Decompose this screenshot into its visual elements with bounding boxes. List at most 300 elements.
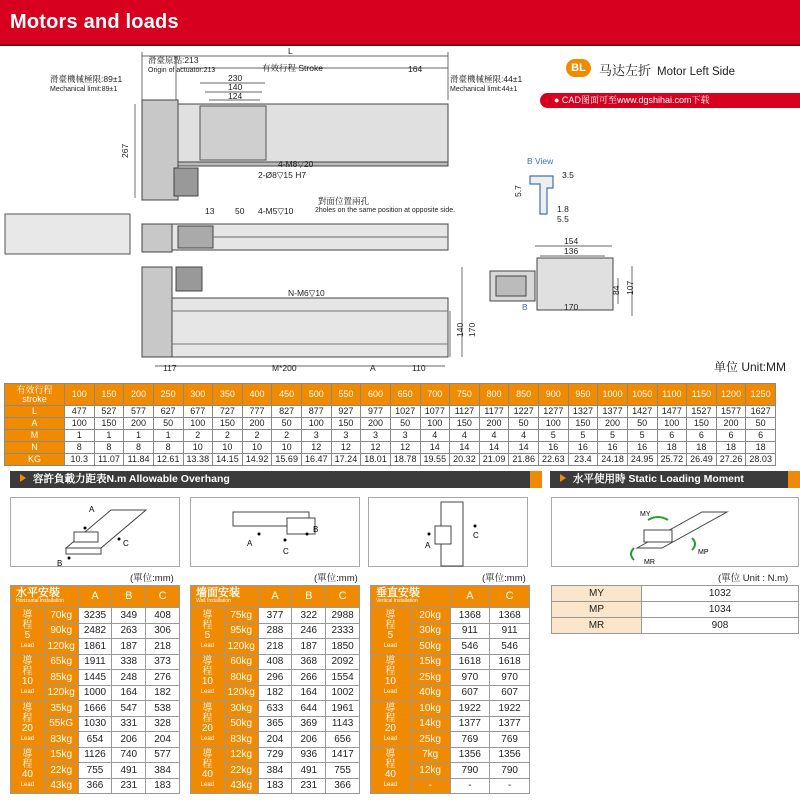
stroke-header: 800	[479, 384, 509, 406]
spec-cell: 200	[361, 418, 391, 430]
spec-cell: 1577	[716, 406, 746, 418]
spec-cell: 13.38	[183, 454, 213, 466]
load-value: 276	[146, 670, 180, 686]
triangle-icon	[560, 474, 566, 482]
stroke-header: 500	[302, 384, 332, 406]
lead-cell	[11, 747, 45, 794]
spec-cell: 50	[627, 418, 657, 430]
load-value: 491	[292, 763, 326, 779]
fig-label-c: C	[473, 531, 479, 540]
lead-cn-2: 程	[22, 759, 33, 771]
load-value: 577	[146, 747, 180, 763]
stroke-header: 700	[420, 384, 450, 406]
fig-label-b: B	[313, 525, 319, 534]
load-col-header: C	[490, 586, 530, 608]
load-value: 183	[146, 778, 180, 794]
load-value: 911	[490, 623, 530, 639]
load-weight: 80kg	[224, 670, 258, 686]
stroke-header: 1000	[598, 384, 628, 406]
load-value: 3235	[78, 608, 112, 624]
spec-cell: 11.84	[124, 454, 154, 466]
load-row	[371, 701, 530, 717]
spec-cell: 25.72	[657, 454, 687, 466]
stroke-header: 1050	[627, 384, 657, 406]
load-value: 296	[258, 670, 292, 686]
spec-cell: 150	[94, 418, 124, 430]
load-value: 656	[326, 732, 360, 748]
lead-cell	[371, 701, 411, 748]
load-title	[371, 586, 451, 608]
dim-154: 154	[564, 236, 579, 246]
load-weight: 35kg	[44, 701, 78, 717]
load-value: 1126	[78, 747, 112, 763]
load-value: 936	[292, 747, 326, 763]
lead-en: Lead	[20, 735, 35, 742]
load-value: -	[450, 778, 490, 794]
dim-3-5: 3.5	[562, 170, 574, 180]
b-view-label: B View	[527, 156, 554, 166]
cad-download-note: ● CAD图面可至www.dgshihai.com下载	[540, 93, 800, 108]
spec-cell: 16	[568, 442, 598, 454]
spec-cell: 24.95	[627, 454, 657, 466]
spec-cell: 18.01	[361, 454, 391, 466]
spec-header-row	[5, 384, 776, 406]
motor-side-title	[599, 60, 735, 79]
load-col-header: A	[258, 586, 292, 608]
spec-row	[5, 442, 776, 454]
spec-cell: 477	[65, 406, 95, 418]
load-row	[191, 701, 360, 717]
load-value: 1356	[450, 747, 490, 763]
lead-value: 5	[24, 629, 31, 641]
load-value: 369	[292, 716, 326, 732]
spec-cell: 14	[420, 442, 450, 454]
load-value: 1861	[78, 639, 112, 655]
dim-50: 50	[235, 206, 245, 216]
spec-row	[5, 406, 776, 418]
load-weight: 7kg	[410, 747, 450, 763]
load-value: 790	[450, 763, 490, 779]
spec-cell: 877	[302, 406, 332, 418]
spec-cell: 18	[746, 442, 776, 454]
load-value: 231	[112, 778, 146, 794]
dim-140: 140	[228, 82, 243, 92]
lead-cn-1: 導	[202, 702, 213, 714]
unit-label: 单位 Unit:MM	[713, 360, 786, 374]
lead-en: Lead	[200, 689, 215, 696]
spec-cell: 50	[390, 418, 420, 430]
bar-accent	[788, 471, 800, 488]
load-weight: 65kg	[44, 654, 78, 670]
horizontal-figure	[10, 497, 180, 567]
spec-cell: 1027	[390, 406, 420, 418]
spec-cell: 16.47	[302, 454, 332, 466]
spec-cell: 100	[420, 418, 450, 430]
spec-cell: 200	[242, 418, 272, 430]
spec-cell: 1	[153, 430, 183, 442]
spec-cell: 23.4	[568, 454, 598, 466]
dim-267: 267	[120, 143, 130, 158]
spec-cell: 100	[539, 418, 569, 430]
lead-cell	[371, 747, 411, 794]
fig-label-mr: MR	[644, 559, 655, 566]
load-header-row	[371, 586, 530, 608]
spec-row	[5, 454, 776, 466]
spec-cell: 1	[65, 430, 95, 442]
load-value: 331	[112, 716, 146, 732]
spec-cell: 50	[153, 418, 183, 430]
fig-label-b: B	[57, 559, 63, 568]
load-value: 204	[146, 732, 180, 748]
lead-cn-1: 導	[385, 749, 396, 761]
dim-140v: 140	[455, 322, 465, 337]
spec-cell: 200	[598, 418, 628, 430]
spec-cell: 4	[509, 430, 539, 442]
end-view	[490, 258, 613, 310]
moment-row	[552, 618, 799, 634]
load-value: 1666	[78, 701, 112, 717]
load-value: 607	[490, 685, 530, 701]
load-value: 365	[258, 716, 292, 732]
lead-en: Lead	[383, 642, 398, 649]
load-value: 769	[490, 732, 530, 748]
lead-cn-1: 導	[22, 702, 33, 714]
load-weight: 50kg	[410, 639, 450, 655]
spec-cell: 100	[657, 418, 687, 430]
load-row	[371, 654, 530, 670]
lead-en: Lead	[200, 782, 215, 789]
unit-mm-3: (單位:mm)	[482, 573, 526, 584]
side-view	[5, 214, 448, 254]
load-weight: 120kg	[44, 639, 78, 655]
lead-value: 40	[384, 769, 396, 781]
load-weight: 22kg	[224, 763, 258, 779]
load-weight: 40kg	[410, 685, 450, 701]
lead-cn-2: 程	[385, 619, 396, 631]
spec-cell: 18.78	[390, 454, 420, 466]
moment-figure	[551, 497, 799, 567]
load-value: 1445	[78, 670, 112, 686]
spec-row-key: N	[5, 442, 65, 454]
spec-cell: 20.32	[450, 454, 480, 466]
spec-cell: 27.26	[716, 454, 746, 466]
lead-cn-2: 程	[202, 619, 213, 631]
static-title: 水平使用時 Static Loading Moment	[573, 473, 744, 485]
spec-cell: 22.63	[539, 454, 569, 466]
lead-value: 5	[204, 629, 211, 641]
spec-cell: 100	[65, 418, 95, 430]
load-row	[371, 747, 530, 763]
stroke-header: 450	[272, 384, 302, 406]
spec-cell: 17.24	[331, 454, 361, 466]
load-weight: 120kg	[224, 685, 258, 701]
lead-value: 5	[387, 629, 394, 641]
load-value: 790	[490, 763, 530, 779]
load-value: 1554	[326, 670, 360, 686]
load-value: 187	[112, 639, 146, 655]
load-col-header: C	[326, 586, 360, 608]
lead-cn-1: 導	[202, 609, 213, 621]
spec-cell: 150	[687, 418, 717, 430]
load-value: 187	[292, 639, 326, 655]
spec-cell: 18	[657, 442, 687, 454]
load-title	[11, 586, 79, 608]
static-moment-table	[551, 585, 799, 634]
lead-cell	[191, 747, 225, 794]
spec-cell: 10	[183, 442, 213, 454]
b-marker: B	[522, 302, 528, 312]
dim-A: A	[370, 363, 376, 373]
spec-cell: 12	[302, 442, 332, 454]
spec-cell: 3	[390, 430, 420, 442]
spec-cell: 2	[183, 430, 213, 442]
fig-label-c: C	[283, 547, 289, 556]
load-weight: 14kg	[410, 716, 450, 732]
spec-cell: 6	[716, 430, 746, 442]
load-value: 1368	[490, 608, 530, 624]
spec-cell: 10.3	[65, 454, 95, 466]
spec-cell: 6	[657, 430, 687, 442]
stroke-label-cell	[5, 384, 65, 406]
spec-cell: 21.09	[479, 454, 509, 466]
page-header	[0, 0, 800, 44]
lead-en: Lead	[383, 782, 398, 789]
stroke-header: 200	[124, 384, 154, 406]
load-weight: 85kg	[44, 670, 78, 686]
hole-m5: 4-M5▽10	[258, 206, 294, 216]
stroke-header: 250	[153, 384, 183, 406]
spec-cell: 6	[746, 430, 776, 442]
lead-value: 20	[201, 722, 213, 734]
moment-key: MP	[552, 602, 642, 618]
vertical-load-table	[370, 585, 530, 794]
spec-row-key: KG	[5, 454, 65, 466]
lead-cn-1: 導	[202, 749, 213, 761]
title-cn: 马达左折	[599, 63, 652, 78]
mech-right-en: Mechanical limit:44±1	[450, 86, 518, 93]
dim-230: 230	[228, 73, 243, 83]
load-weight: 30kg	[410, 623, 450, 639]
load-value: 970	[450, 670, 490, 686]
load-value: 644	[292, 701, 326, 717]
load-row	[371, 608, 530, 624]
load-value: 546	[490, 639, 530, 655]
lead-cn-2: 程	[22, 666, 33, 678]
stroke-header: 150	[94, 384, 124, 406]
load-value: 338	[112, 654, 146, 670]
spec-cell: 14.92	[242, 454, 272, 466]
spec-cell: 50	[509, 418, 539, 430]
stroke-header: 400	[242, 384, 272, 406]
spec-cell: 1	[124, 430, 154, 442]
load-weight: -	[410, 778, 450, 794]
stroke-header: 100	[65, 384, 95, 406]
spec-cell: 527	[94, 406, 124, 418]
spec-cell: 777	[242, 406, 272, 418]
moment-row	[552, 586, 799, 602]
load-weight: 120kg	[224, 639, 258, 655]
load-col-header: A	[450, 586, 490, 608]
load-value: 373	[146, 654, 180, 670]
stroke-header: 300	[183, 384, 213, 406]
spec-cell: 18	[687, 442, 717, 454]
load-value: 182	[258, 685, 292, 701]
load-weight: 75kg	[224, 608, 258, 624]
bottom-view	[142, 267, 448, 357]
mech-left-cn: 滑臺機械極限:89±1	[50, 74, 123, 84]
spec-cell: 200	[124, 418, 154, 430]
spec-cell: 827	[272, 406, 302, 418]
spec-cell: 16	[539, 442, 569, 454]
spec-cell: 1	[94, 430, 124, 442]
load-value: 218	[146, 639, 180, 655]
stroke-label-en: stroke	[22, 393, 47, 404]
dim-110: 110	[412, 363, 426, 373]
spec-cell: 1527	[687, 406, 717, 418]
load-row	[191, 608, 360, 624]
spec-cell: 16	[598, 442, 628, 454]
load-value: 1922	[490, 701, 530, 717]
load-col-header: B	[112, 586, 146, 608]
lead-cn-1: 導	[385, 656, 396, 668]
load-value: 1417	[326, 747, 360, 763]
spec-cell: 977	[361, 406, 391, 418]
lead-cell	[371, 654, 411, 701]
spec-cell: 1627	[746, 406, 776, 418]
load-value: 377	[258, 608, 292, 624]
stroke-header: 650	[390, 384, 420, 406]
load-value: 2482	[78, 623, 112, 639]
load-value: 408	[146, 608, 180, 624]
lead-value: 20	[21, 722, 33, 734]
spec-cell: 12.61	[153, 454, 183, 466]
load-weight: 90kg	[44, 623, 78, 639]
load-weight: 120kg	[44, 685, 78, 701]
load-value: 1002	[326, 685, 360, 701]
load-value: 740	[112, 747, 146, 763]
vertical-figure	[368, 497, 528, 567]
title-en: Motor Left Side	[657, 66, 735, 78]
fig-label-a: A	[89, 505, 95, 514]
spec-cell: 10	[213, 442, 243, 454]
origin-en: Origin of actuator:213	[148, 67, 216, 74]
stroke-header: 1250	[746, 384, 776, 406]
load-value: 366	[326, 778, 360, 794]
spec-cell: 16	[627, 442, 657, 454]
load-value: 204	[258, 732, 292, 748]
lead-en: Lead	[20, 782, 35, 789]
spec-cell: 5	[568, 430, 598, 442]
lead-cell	[191, 608, 225, 655]
lead-cell	[191, 654, 225, 701]
mech-left-en: Mechanical limit:89±1	[50, 86, 118, 93]
spec-cell: 4	[450, 430, 480, 442]
spec-cell: 3	[361, 430, 391, 442]
load-weight: 43kg	[224, 778, 258, 794]
lead-cn-2: 程	[22, 619, 33, 631]
stroke-header: 950	[568, 384, 598, 406]
spec-cell: 1427	[627, 406, 657, 418]
overhang-title: 容許負載力距表N.m Allowable Overhang	[33, 473, 230, 485]
load-title-cn: 水平安裝	[16, 587, 60, 599]
load-title-en: Vertical Installation	[376, 598, 418, 604]
origin-cn: 滑臺原點:213	[148, 55, 199, 65]
load-value: 2092	[326, 654, 360, 670]
load-value: 306	[146, 623, 180, 639]
spec-cell: 12	[361, 442, 391, 454]
load-value: 288	[258, 623, 292, 639]
spec-cell: 14	[479, 442, 509, 454]
hole-d8: 2-Ø8▽15 H7	[258, 170, 307, 180]
lead-value: 20	[384, 722, 396, 734]
fig-label-mp: MP	[698, 549, 709, 556]
spec-cell: 11.07	[94, 454, 124, 466]
load-title	[191, 586, 259, 608]
spec-cell: 1327	[568, 406, 598, 418]
spec-row-key: M	[5, 430, 65, 442]
load-value: 1618	[450, 654, 490, 670]
spec-cell: 50	[272, 418, 302, 430]
load-value: 328	[146, 716, 180, 732]
load-value: 218	[258, 639, 292, 655]
spec-cell: 26.49	[687, 454, 717, 466]
stroke-header: 600	[361, 384, 391, 406]
lead-cn-2: 程	[22, 712, 33, 724]
spec-cell: 1077	[420, 406, 450, 418]
lead-cn-1: 導	[385, 702, 396, 714]
spec-cell: 5	[598, 430, 628, 442]
stroke-header: 350	[213, 384, 243, 406]
lead-cn-2: 程	[385, 666, 396, 678]
mech-right-cn: 滑臺機械極限:44±1	[450, 74, 523, 84]
static-section-bar	[550, 471, 788, 488]
load-value: 1377	[490, 716, 530, 732]
load-weight: 43kg	[44, 778, 78, 794]
spec-cell: 677	[183, 406, 213, 418]
load-weight: 12kg	[410, 763, 450, 779]
dim-M200: M*200	[272, 363, 297, 373]
load-weight: 15kg	[410, 654, 450, 670]
spec-cell: 8	[124, 442, 154, 454]
lead-cn-2: 程	[385, 759, 396, 771]
dim-84: 84	[611, 285, 621, 295]
spec-cell: 1127	[450, 406, 480, 418]
load-value: 1030	[78, 716, 112, 732]
spec-cell: 6	[687, 430, 717, 442]
dim-136: 136	[564, 246, 579, 256]
load-value: 633	[258, 701, 292, 717]
dim-170v: 170	[467, 322, 477, 337]
lead-en: Lead	[383, 735, 398, 742]
load-weight: 95kg	[224, 623, 258, 639]
bar-accent	[530, 471, 542, 488]
lead-en: Lead	[20, 642, 35, 649]
load-value: 729	[258, 747, 292, 763]
top-view	[142, 100, 448, 200]
spec-cell: 14	[450, 442, 480, 454]
lead-cn-1: 導	[385, 609, 396, 621]
load-value: 182	[146, 685, 180, 701]
moment-value: 1032	[642, 586, 799, 602]
load-title-cn: 墙面安装	[196, 587, 240, 599]
load-value: 911	[450, 623, 490, 639]
unit-mm-1: (單位:mm)	[130, 573, 174, 584]
load-value: 1850	[326, 639, 360, 655]
spec-cell: 1177	[479, 406, 509, 418]
load-value: 1922	[450, 701, 490, 717]
stroke-header: 550	[331, 384, 361, 406]
lead-cn-2: 程	[385, 712, 396, 724]
